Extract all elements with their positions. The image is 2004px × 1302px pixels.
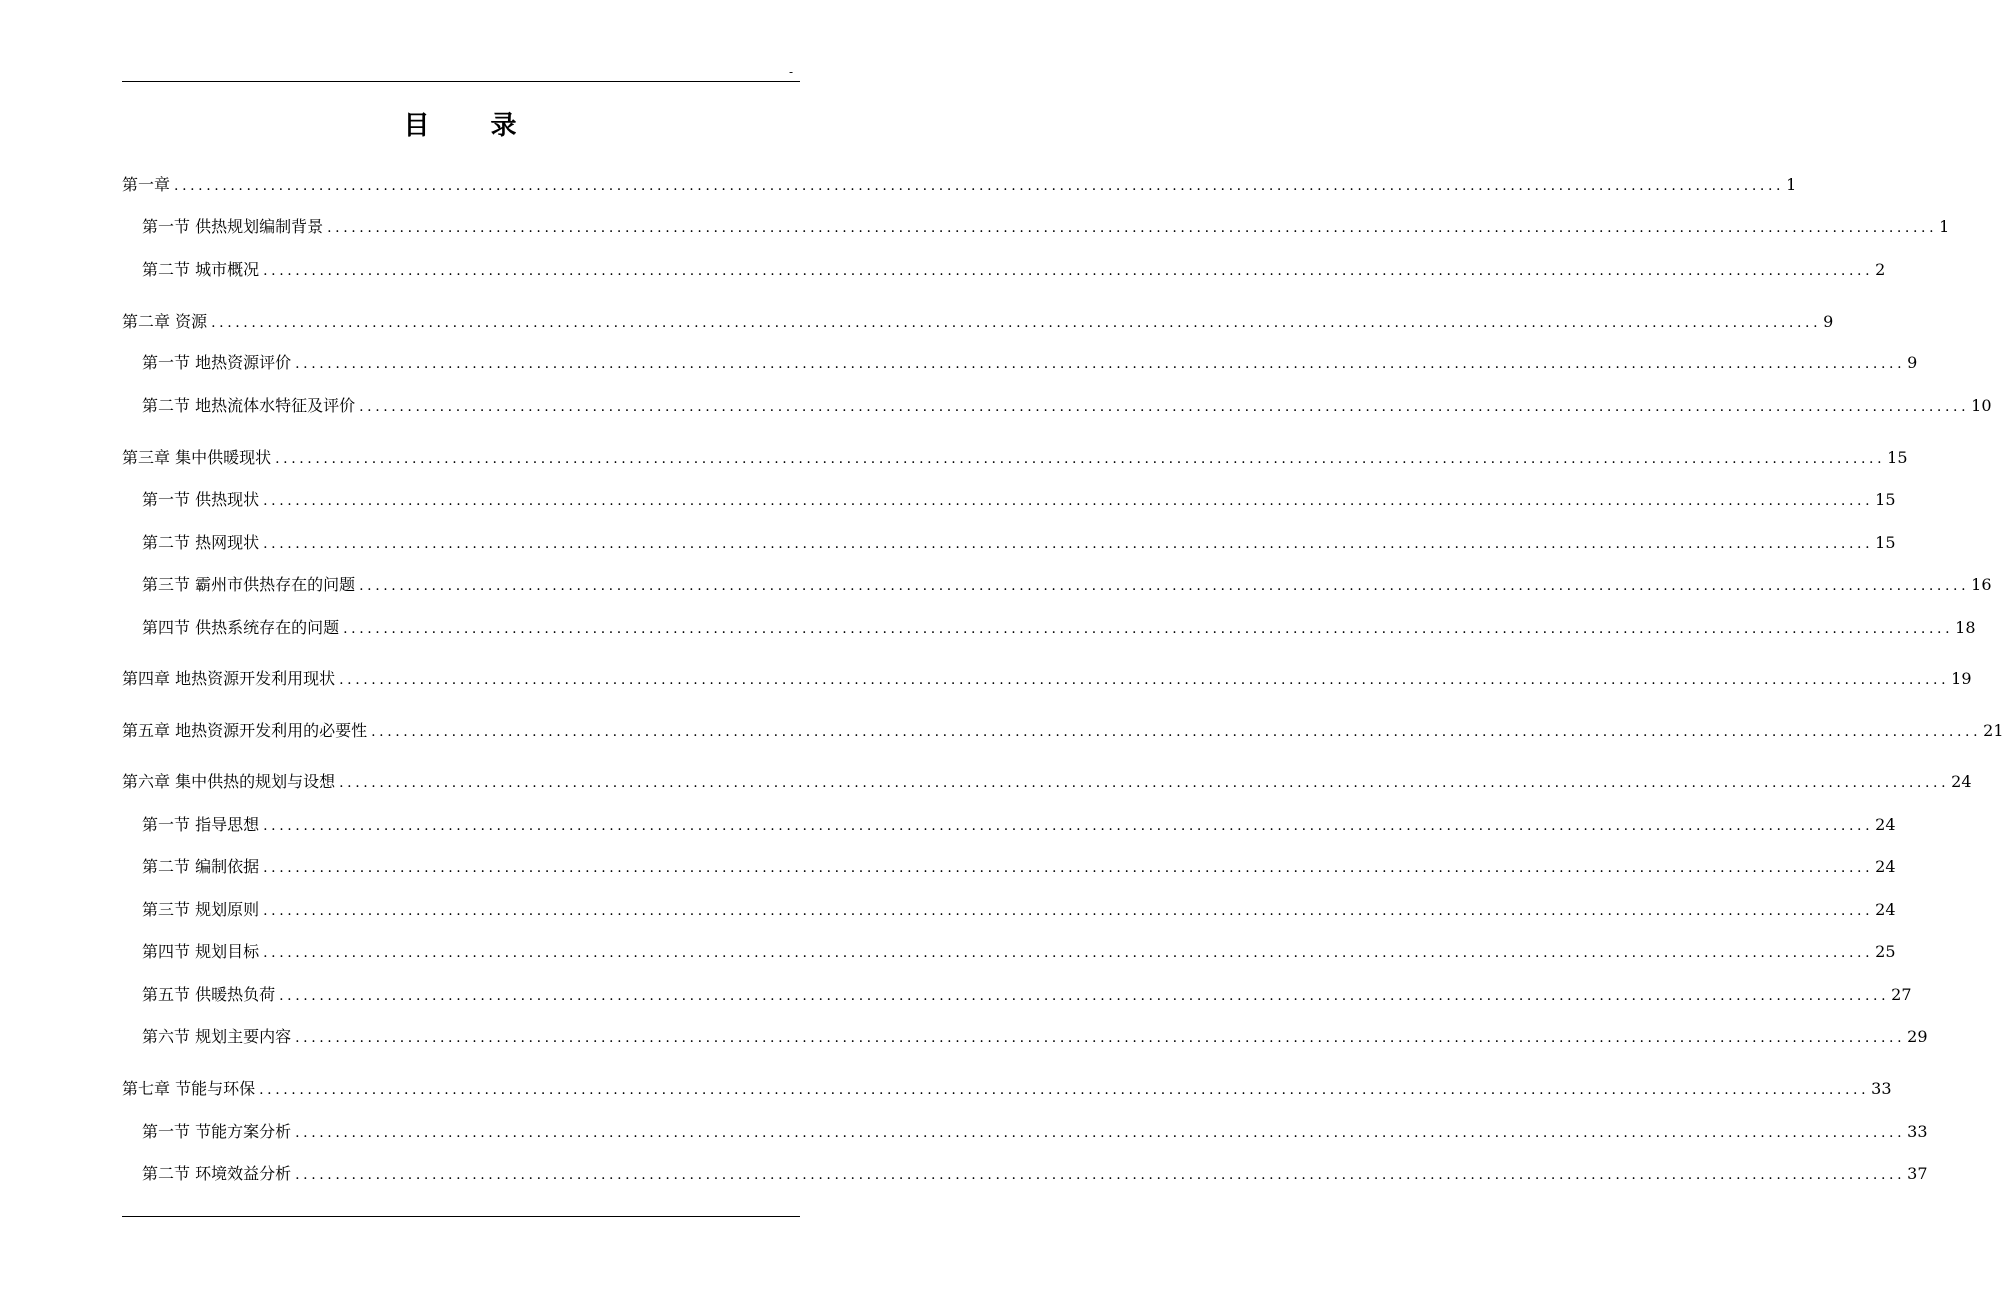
toc-page-number: 15 [1887,448,1908,467]
toc-entry-title: 第三章 集中供暖现状 [122,448,272,467]
toc-dot-leader: ........................................................................................................................................................................................................ [295,1125,1906,1141]
toc-chapter-entry[interactable] [122,172,1797,196]
toc-page-number: 9 [1823,312,1834,331]
toc-page-number: 37 [1907,1164,1928,1183]
toc-dot-leader: ........................................................................................................................................................................................................ [295,1030,1906,1046]
toc-entry-title: 第二节 热网现状 [142,533,260,552]
toc-chapter-entry[interactable] [122,769,1972,793]
toc-entry-title: 第一节 节能方案分析 [142,1122,292,1141]
toc-section-entry[interactable] [142,393,1992,417]
toc-chapter-entry[interactable] [122,1076,1892,1100]
toc-dot-leader: ........................................................................................................................................................................................................ [339,672,1950,688]
toc-section-entry[interactable] [142,982,1912,1006]
toc-dot-leader: ........................................................................................................................................................................................................ [339,775,1950,791]
toc-section-entry[interactable] [142,615,1976,639]
toc-page-number: 9 [1907,353,1918,372]
toc-section-entry[interactable] [142,897,1896,921]
toc-page-number: 15 [1875,490,1896,509]
toc-section-entry[interactable] [142,939,1896,963]
toc-page-number: 25 [1875,942,1896,961]
toc-dot-leader: ........................................................................................................................................................................................................ [327,220,1938,236]
toc-section-entry[interactable] [142,1119,1928,1143]
toc-section-entry[interactable] [142,812,1896,836]
toc-dot-leader: ........................................................................................................................................................................................................ [211,315,1822,331]
toc-dot-leader: ........................................................................................................................................................................................................ [295,356,1906,372]
toc-page-number: 18 [1955,618,1976,637]
toc-section-entry[interactable] [142,487,1896,511]
page-title: 目 录 [403,111,543,141]
toc-section-entry[interactable] [142,572,1992,596]
footer-rule [122,1216,800,1217]
toc-dot-leader: ........................................................................................................................................................................................................ [263,903,1874,919]
toc-dot-leader: ........................................................................................................................................................................................................ [263,493,1874,509]
toc-chapter-entry[interactable] [122,718,2004,742]
toc-dot-leader: ........................................................................................................................................................................................................ [343,621,1954,637]
toc-page-number: 24 [1951,772,1972,791]
toc-dot-leader: ........................................................................................................................................................................................................ [295,1167,1906,1183]
toc-dot-leader: ........................................................................................................................................................................................................ [263,945,1874,961]
toc-chapter-entry[interactable] [122,666,1972,690]
toc-entry-title: 第四节 规划目标 [142,942,260,961]
toc-entry-title: 第一节 指导思想 [142,815,260,834]
toc-entry-title: 第六节 规划主要内容 [142,1027,292,1046]
toc-page-number: 33 [1907,1122,1928,1141]
toc-entry-title: 第三节 霸州市供热存在的问题 [142,575,356,594]
toc-chapter-entry[interactable] [122,309,1834,333]
toc-section-entry[interactable] [142,854,1896,878]
toc-entry-title: 第七章 节能与环保 [122,1079,256,1098]
toc-page-number: 1 [1939,217,1950,236]
toc-page-number: 15 [1875,533,1896,552]
toc-section-entry[interactable] [142,1161,1928,1185]
toc-page-number: 19 [1951,669,1972,688]
toc-page-number: 27 [1891,985,1912,1004]
toc-entry-title: 第一节 地热资源评价 [142,353,292,372]
toc-entry-title: 第五章 地热资源开发利用的必要性 [122,721,368,740]
toc-entry-title: 第一节 供热规划编制背景 [142,217,324,236]
toc-section-entry[interactable] [142,214,1950,238]
toc-entry-title: 第五节 供暖热负荷 [142,985,276,1004]
toc-entry-title: 第二节 环境效益分析 [142,1164,292,1183]
toc-page-number: 16 [1971,575,1992,594]
toc-entry-title: 第一节 供热现状 [142,490,260,509]
header-mark: - [789,65,794,79]
toc-entry-title: 第四章 地热资源开发利用现状 [122,669,336,688]
toc-page-number: 33 [1871,1079,1892,1098]
toc-entry-title: 第二章 资源 [122,312,208,331]
toc-section-entry[interactable] [142,1024,1928,1048]
toc-entry-title: 第二节 编制依据 [142,857,260,876]
toc-page-number: 24 [1875,815,1896,834]
toc-dot-leader: ........................................................................................................................................................................................................ [174,178,1785,194]
toc-dot-leader: ........................................................................................................................................................................................................ [263,860,1874,876]
toc-page-number: 24 [1875,900,1896,919]
toc-entry-title: 第六章 集中供热的规划与设想 [122,772,336,791]
toc-dot-leader: ........................................................................................................................................................................................................ [359,578,1970,594]
toc-page-number: 2 [1875,260,1886,279]
toc-page-number: 24 [1875,857,1896,876]
toc-entry-title: 第三节 规划原则 [142,900,260,919]
toc-dot-leader: ........................................................................................................................................................................................................ [263,818,1874,834]
toc-dot-leader: ........................................................................................................................................................................................................ [359,399,1970,415]
toc-section-entry[interactable] [142,350,1918,374]
toc-entry-title: 第二节 城市概况 [142,260,260,279]
toc-page-number: 29 [1907,1027,1928,1046]
toc-dot-leader: ........................................................................................................................................................................................................ [263,263,1874,279]
toc-entry-title: 第一章 [122,175,171,194]
toc-section-entry[interactable] [142,530,1896,554]
header-rule [122,81,800,82]
toc-dot-leader: ........................................................................................................................................................................................................ [259,1082,1870,1098]
toc-entry-title: 第四节 供热系统存在的问题 [142,618,340,637]
toc-page-number: 21 [1983,721,2004,740]
toc-section-entry[interactable] [142,257,1886,281]
toc-dot-leader: ........................................................................................................................................................................................................ [279,988,1890,1004]
toc-dot-leader: ........................................................................................................................................................................................................ [263,536,1874,552]
toc-entry-title: 第二节 地热流体水特征及评价 [142,396,356,415]
toc-dot-leader: ........................................................................................................................................................................................................ [371,724,1982,740]
toc-chapter-entry[interactable] [122,445,1908,469]
toc-page-number: 1 [1786,175,1797,194]
toc-dot-leader: ........................................................................................................................................................................................................ [275,451,1886,467]
toc-page-number: 10 [1971,396,1992,415]
